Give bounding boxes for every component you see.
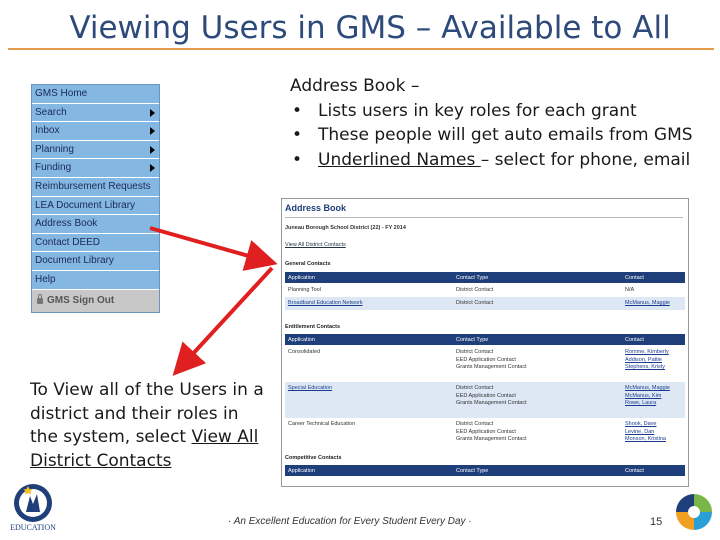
view-all-district-contacts-link[interactable]: View All District Contacts xyxy=(285,242,346,248)
col-application: Application xyxy=(288,337,315,343)
nav-item-label: Help xyxy=(35,273,56,285)
bullets-heading: Address Book – xyxy=(290,76,420,96)
entitlement-contacts-label: Entitlement Contacts xyxy=(285,324,341,330)
arrow-to-instruction xyxy=(178,268,272,370)
contact-type: Grants Management Contact xyxy=(456,364,527,370)
col-application: Application xyxy=(288,275,315,281)
cell-contact-type: District Contact xyxy=(456,287,494,293)
nav-item-label: Search xyxy=(35,106,67,118)
cell-application[interactable]: Special Education xyxy=(288,385,333,391)
instruction-prefix: To View all of the Users in a district and their roles in the system, select xyxy=(30,380,264,447)
contact-link[interactable]: Romme, Kimberly xyxy=(625,349,669,355)
cell-application: Career Technical Education xyxy=(288,421,356,427)
bullet-text: Lists users in key roles for each grant xyxy=(318,100,637,121)
arrow-to-view-all xyxy=(150,228,270,262)
nav-item-label: Planning xyxy=(35,143,74,155)
nav-item-label: GMS Home xyxy=(35,88,88,99)
contact-link[interactable]: Levine, Dan xyxy=(625,428,655,435)
contact-type: Grants Management Contact xyxy=(456,436,527,442)
nav-item-label: Document Library xyxy=(35,255,114,267)
nav-item-label: Inbox xyxy=(35,125,60,137)
nav-item-label: Funding xyxy=(35,162,72,174)
general-contacts-label: General Contacts xyxy=(285,261,331,267)
bullet-item: • Underlined Names – select for phone, email xyxy=(292,149,691,170)
contact-type: EED Application Contact xyxy=(456,392,516,399)
contact-type: Grants Management Contact xyxy=(456,400,527,406)
col-contact: Contact xyxy=(625,468,644,474)
address-book-title: Address Book xyxy=(285,203,347,213)
footer-tagline: · An Excellent Education for Every Student Every Day · xyxy=(228,516,472,527)
bullet-underlined: Underlined Names xyxy=(318,149,481,170)
col-application: Application xyxy=(288,468,315,474)
col-contact-type: Contact Type xyxy=(456,337,489,343)
bullet-text: – select for phone, email xyxy=(480,149,691,170)
contact-type: District Contact xyxy=(456,421,494,427)
contact-link[interactable]: McManus, Maggie xyxy=(625,300,670,306)
logo-text: EDUCATION xyxy=(10,523,56,532)
deed-swirl-logo xyxy=(672,490,716,534)
cell-application: Consolidated xyxy=(288,349,321,355)
bullet-item: • These people will get auto emails from GMS xyxy=(290,123,710,148)
bullet-text: These people will get auto emails from GMS xyxy=(318,125,693,145)
col-contact: Contact xyxy=(625,275,644,281)
cell-application: Planning Tool xyxy=(288,287,321,293)
nav-item-label: LEA Document Library xyxy=(35,199,136,211)
nav-item-label: Contact DEED xyxy=(35,236,101,248)
contact-type: District Contact xyxy=(456,349,494,355)
contact-link[interactable]: Monson, Kristina xyxy=(625,436,666,442)
education-seal-logo xyxy=(4,482,62,534)
slide-title: Viewing Users in GMS – Available to All xyxy=(69,10,671,46)
contact-type: District Contact xyxy=(456,385,494,391)
contact-link[interactable]: McManus, Maggie xyxy=(625,385,670,391)
district-label: Juneau Borough School District (22) - FY 2014 xyxy=(285,225,406,231)
cell-contact: N/A xyxy=(625,287,635,293)
col-contact-type: Contact Type xyxy=(456,468,489,474)
contact-link[interactable]: Stephens, Kristy xyxy=(625,364,666,370)
contact-type: EED Application Contact xyxy=(456,428,516,435)
page-number: 15 xyxy=(650,516,663,528)
nav-item-label: Address Book xyxy=(35,218,98,230)
col-contact-type: Contact Type xyxy=(456,275,489,281)
nav-item-label: Reimbursement Requests xyxy=(35,180,151,192)
contact-link[interactable]: Addison, Pattie xyxy=(625,356,662,363)
competitive-contacts-label: Competitive Contacts xyxy=(285,455,342,461)
col-contact: Contact xyxy=(625,337,644,343)
sign-out-label: GMS Sign Out xyxy=(47,294,115,306)
contact-type: EED Application Contact xyxy=(456,356,516,363)
cell-contact-type: District Contact xyxy=(456,300,494,306)
contact-link[interactable]: Shook, Dave xyxy=(625,421,657,427)
cell-application[interactable]: Broadband Education Network xyxy=(288,300,363,306)
bullet-item: • Lists users in key roles for each grant xyxy=(290,99,710,124)
contact-link[interactable]: McManus, Kim xyxy=(625,392,662,399)
contact-link[interactable]: Rowe, Laura xyxy=(625,400,657,406)
instruction-link-text: View All District Contacts xyxy=(30,427,259,471)
